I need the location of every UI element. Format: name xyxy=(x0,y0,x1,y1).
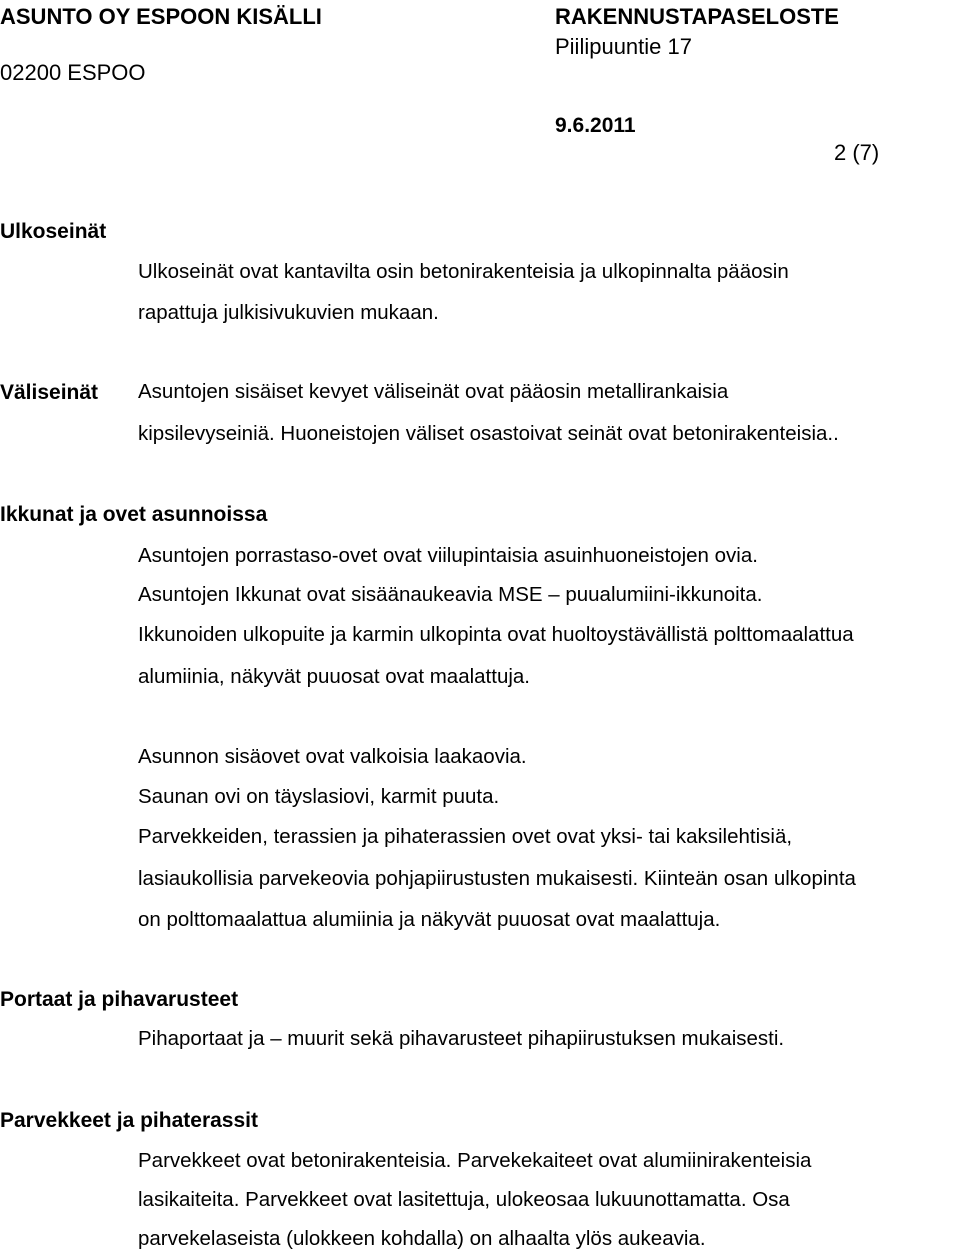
text-line: Ulkoseinät ovat kantavilta osin betonirakenteisia ja ulkopinnalta pääosin xyxy=(138,260,789,283)
section-title-ikkunat: Ikkunat ja ovet asunnoissa xyxy=(0,503,268,526)
section-title-portaat: Portaat ja pihavarusteet xyxy=(0,988,239,1011)
text-line: Parvekkeiden, terassien ja pihaterassien ovet ovat yksi- tai kaksilehtisiä, xyxy=(138,825,793,848)
text-line: on polttomaalattua alumiinia ja näkyvät puuosat ovat maalattuja. xyxy=(138,908,721,931)
text-line: lasiaukollisia parvekeovia pohjapiirustusten mukaisesti. Kiinteän osan ulkopinta xyxy=(138,867,856,890)
text-line: Pihaportaat ja – muurit sekä pihavarusteet pihapiirustuksen mukaisesti. xyxy=(138,1027,785,1050)
text-line: lasikaiteita. Parvekkeet ovat lasitettuja, ulokeosaa lukuunottamatta. Osa xyxy=(138,1188,790,1211)
text-line: alumiinia, näkyvät puuosat ovat maalattuja. xyxy=(138,665,531,688)
text-line: kipsilevyseiniä. Huoneistojen väliset osastoivat seinät ovat betonirakenteisia.. xyxy=(138,422,839,445)
section-title-parvekkeet: Parvekkeet ja pihaterassit xyxy=(0,1109,258,1132)
text-line: Parvekkeet ovat betonirakenteisia. Parvekekaiteet ovat alumiinirakenteisia xyxy=(138,1149,812,1172)
text-line: Saunan ovi on täyslasiovi, karmit puuta. xyxy=(138,785,500,808)
text-line: Asuntojen Ikkunat ovat sisäänaukeavia MSE – puualumiini-ikkunoita. xyxy=(138,583,763,606)
text-line: Asunnon sisäovet ovat valkoisia laakaovia. xyxy=(138,745,527,768)
section-title-ulkoseinat: Ulkoseinät xyxy=(0,220,107,243)
document-date: 9.6.2011 xyxy=(555,114,636,137)
company-name: ASUNTO OY ESPOON KISÄLLI xyxy=(0,4,322,29)
text-line: Asuntojen sisäiset kevyet väliseinät ovat pääosin metallirankaisia xyxy=(138,380,729,403)
text-line: Ikkunoiden ulkopuite ja karmin ulkopinta ovat huoltoystävällistä polttomaalattua xyxy=(138,623,854,646)
section-title-valiseinat: Väliseinät xyxy=(0,381,99,404)
postal-address: 02200 ESPOO xyxy=(0,60,146,85)
text-line: parvekelaseista (ulokkeen kohdalla) on alhaalta ylös aukeavia. xyxy=(138,1227,706,1250)
page-number: 2 (7) xyxy=(834,140,880,165)
text-line: rapattuja julkisivukuvien mukaan. xyxy=(138,301,439,324)
street-address: Piilipuuntie 17 xyxy=(555,34,692,59)
document-title: RAKENNUSTAPASELOSTE xyxy=(555,4,839,29)
text-line: Asuntojen porrastaso-ovet ovat viilupintaisia asuinhuoneistojen ovia. xyxy=(138,544,758,567)
